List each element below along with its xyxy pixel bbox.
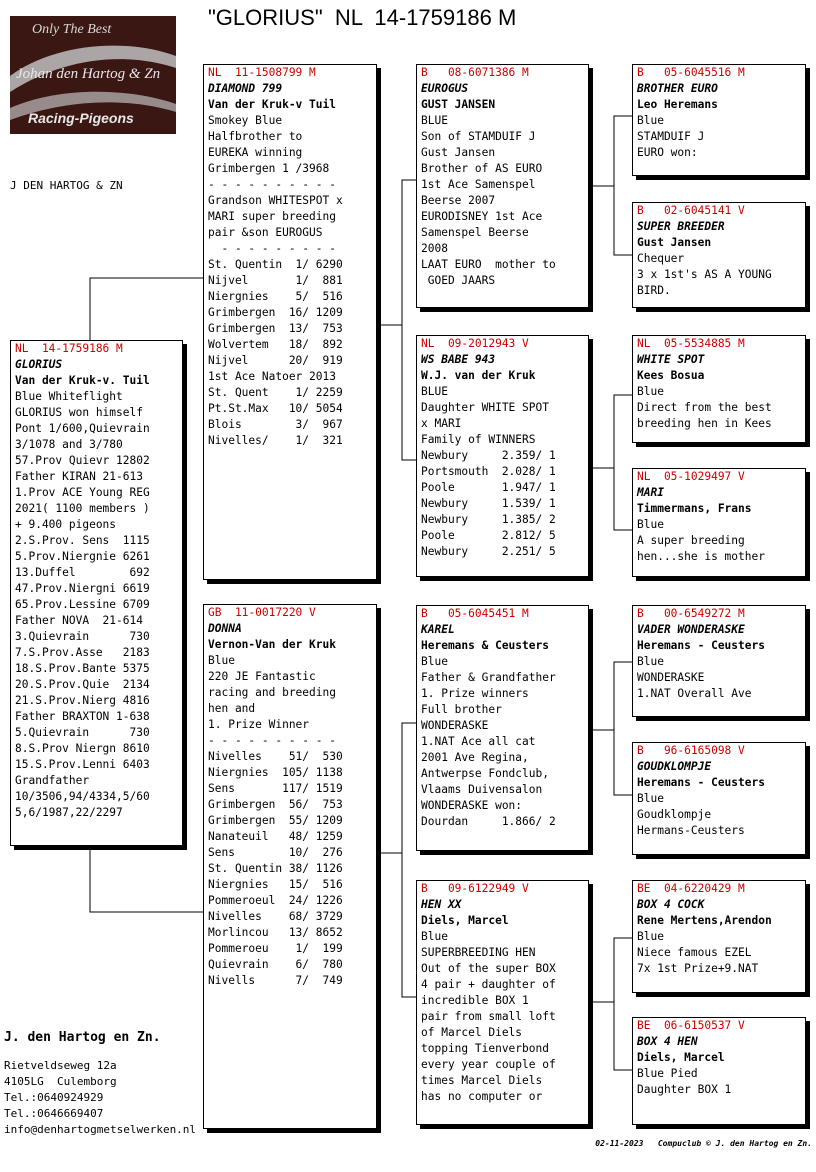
info-line: Pommeroeul 24/ 1226 (208, 894, 343, 907)
info-line: Brother of AS EURO (421, 162, 543, 175)
pigeon-name: DONNA (208, 622, 242, 635)
info-line: Blue (421, 655, 448, 668)
info-line: x MARI (421, 417, 462, 430)
info-line: Blue (637, 114, 664, 127)
info-line: 7.S.Prov.Asse 2183 (15, 646, 150, 659)
info-line: Samenspel Beerse (421, 226, 529, 239)
info-line: 2021( 1100 members ) (15, 502, 150, 515)
info-line: 21.S.Prov.Nierg 4816 (15, 694, 150, 707)
info-line: WONDERASKE won: (421, 799, 523, 812)
breeder-line: Rene Mertens,Arendon (637, 914, 772, 927)
pigeon-card-dam-dam-dam (632, 1017, 806, 1125)
footer-credit: 02-11-2023 Compuclub © J. den Hartog en Zn. (595, 1139, 812, 1148)
pigeon-name: VADER WONDERASKE (637, 623, 745, 636)
pigeon-card-sire-dam-dam (632, 468, 806, 577)
info-line: EURODISNEY 1st Ace (421, 210, 543, 223)
info-line: GLORIUS won himself (15, 406, 143, 419)
info-line: SUPERBREEDING HEN (421, 946, 536, 959)
ring-number: NL 05-5534885 M (637, 337, 745, 350)
breeder-name: J. den Hartog en Zn. (4, 1030, 161, 1045)
ring-number: GB 11-0017220 V (208, 606, 316, 619)
info-line: 1. Prize winners (421, 687, 529, 700)
pigeon-name: BOX 4 HEN (637, 1035, 698, 1048)
info-line: Blue (637, 385, 664, 398)
pigeon-name: HEN XX (421, 898, 462, 911)
ring-number: B 05-6045451 M (421, 607, 529, 620)
page-title: "GLORIUS" NL 14-1759186 M (208, 5, 517, 30)
info-line: + 9.400 pigeons (15, 518, 117, 531)
info-line: Blue (637, 655, 664, 668)
info-line: BLUE (421, 114, 448, 127)
breeder-line: Heremans - Ceusters (637, 776, 765, 789)
ring-number: NL 05-1029497 V (637, 470, 745, 483)
info-line: 1.NAT Overall Ave (637, 687, 752, 700)
info-line: 220 JE Fantastic (208, 670, 316, 683)
info-line: Nivelles/ 1/ 321 (208, 434, 343, 447)
contact-address: Rietveldseweg 12a (4, 1059, 117, 1072)
pigeon-name: BROTHER EURO (637, 82, 718, 95)
info-line: Daughter WHITE SPOT (421, 401, 549, 414)
info-line: hen and (208, 702, 256, 715)
info-line: Father NOVA 21-614 (15, 614, 143, 627)
info-line: 5.Quievrain 730 (15, 726, 150, 739)
breeder-line: Diels, Marcel (421, 914, 509, 927)
info-line: LAAT EURO mother to (421, 258, 556, 271)
info-line: 3.Quievrain 730 (15, 630, 150, 643)
info-line: Newbury 1.385/ 2 (421, 513, 556, 526)
info-line: every year couple of (421, 1058, 556, 1071)
info-line: 3/1078 and 3/780 (15, 438, 123, 451)
info-line: Morlincou 13/ 8652 (208, 926, 343, 939)
pigeon-card-sire-sire-dam (632, 202, 806, 308)
pigeon-card-sire-sire-sire (632, 64, 806, 176)
info-line: - - - - - - - - - - (208, 178, 336, 191)
info-line: Gust Jansen (421, 146, 496, 159)
info-line: Blue (637, 930, 664, 943)
info-line: Out of the super BOX (421, 962, 556, 975)
pigeon-card-dam-sire-sire (632, 605, 806, 717)
ring-number: B 96-6165098 V (637, 744, 745, 757)
info-line: hen...she is mother (637, 550, 765, 563)
pigeon-name: GOUDKLOMPJE (637, 760, 712, 773)
info-line: 2008 (421, 242, 448, 255)
info-line: Poole 2.812/ 5 (421, 529, 556, 542)
pigeon-card-dam-dam (416, 880, 589, 1125)
contact-email: info@denhartogmetselwerken.nl (4, 1123, 197, 1136)
info-line: - - - - - - - - - - (208, 734, 336, 747)
pigeon-card-dam-sire-dam (632, 742, 806, 855)
info-line: Grimbergen 1 /3968 (208, 162, 330, 175)
info-line: times Marcel Diels (421, 1074, 543, 1087)
breeder-line: Heremans - Ceusters (637, 639, 765, 652)
info-line: 18.S.Prov.Bante 5375 (15, 662, 150, 675)
info-line: 1.NAT Ace all cat (421, 735, 536, 748)
info-line: Pommeroeu 1/ 199 (208, 942, 343, 955)
breeder-line: Leo Heremans (637, 98, 718, 111)
info-line: Poole 1.947/ 1 (421, 481, 556, 494)
contact-phone-2: Tel.:0646669407 (4, 1107, 104, 1120)
info-line: Nivelles 68/ 3729 (208, 910, 343, 923)
info-line: 10/3506,94/4334,5/60 (15, 790, 150, 803)
info-line: Grandfather (15, 774, 90, 787)
breeder-line: Timmermans, Frans (637, 502, 752, 515)
info-line: BIRD. (637, 284, 671, 297)
pigeon-name: WS BABE 943 (421, 353, 496, 366)
info-line: 57.Prov Quievr 12802 (15, 454, 150, 467)
pigeon-card-dam (203, 604, 377, 1129)
info-line: Dourdan 1.866/ 2 (421, 815, 556, 828)
logo-name: Johan den Hartog & Zn (16, 66, 161, 82)
pigeon-card-sire-dam (416, 335, 589, 577)
ring-number: B 02-6045141 V (637, 204, 745, 217)
info-line: Nijvel 20/ 919 (208, 354, 343, 367)
info-line: 2001 Ave Regina, (421, 751, 529, 764)
info-line: Blue Pied (637, 1067, 698, 1080)
info-line: Grimbergen 55/ 1209 (208, 814, 343, 827)
breeder-line: GUST JANSEN (421, 98, 496, 111)
info-line: 3 x 1st's AS A YOUNG (637, 268, 772, 281)
info-line: Blue (421, 930, 448, 943)
info-line: 13.Duffel 692 (15, 566, 150, 579)
pigeon-card-dam-dam-sire (632, 880, 806, 993)
info-line: Newbury 2.251/ 5 (421, 545, 556, 558)
info-line: 1st Ace Samenspel (421, 178, 536, 191)
info-line: St. Quentin 38/ 1126 (208, 862, 343, 875)
contact-city: 4105LG Culemborg (4, 1075, 117, 1088)
info-line: BLUE (421, 385, 448, 398)
info-line: 1st Ace Natoer 2013 (208, 370, 336, 383)
info-line: Blue (637, 792, 664, 805)
pigeon-card-subject (10, 340, 183, 846)
info-line: Quievrain 6/ 780 (208, 958, 343, 971)
ring-number: NL 09-2012943 V (421, 337, 529, 350)
info-line: 5.Prov.Niergnie 6261 (15, 550, 150, 563)
info-line: Niergnies 5/ 516 (208, 290, 343, 303)
info-line: St. Quent 1/ 2259 (208, 386, 343, 399)
info-line: Nivelles 51/ 530 (208, 750, 343, 763)
ring-number: BE 04-6220429 M (637, 882, 745, 895)
pigeon-card-sire (203, 64, 377, 580)
info-line: Wolvertem 18/ 892 (208, 338, 343, 351)
info-line: Newbury 1.539/ 1 (421, 497, 556, 510)
info-line: Blue Whiteflight (15, 390, 123, 403)
ring-number: B 09-6122949 V (421, 882, 529, 895)
info-line: 47.Prov.Niergni 6619 (15, 582, 150, 595)
info-line: Full brother (421, 703, 502, 716)
info-line: 65.Prov.Lessine 6709 (15, 598, 150, 611)
pigeon-card-sire-dam-sire (632, 335, 806, 443)
pigeon-name: MARI (637, 486, 664, 499)
info-line: 8.S.Prov Niergn 8610 (15, 742, 150, 755)
breeder-line: Kees Bosua (637, 369, 705, 382)
info-line: Chequer (637, 252, 685, 265)
info-line: Blue (637, 518, 664, 531)
info-line: Father & Grandfather (421, 671, 556, 684)
info-line: 20.S.Prov.Quie 2134 (15, 678, 150, 691)
info-line: Goudklompje (637, 808, 712, 821)
info-line: breeding hen in Kees (637, 417, 772, 430)
info-line: Niece famous EZEL (637, 946, 752, 959)
info-line: Father BRAXTON 1-638 (15, 710, 150, 723)
info-line: Antwerpse Fondclub, (421, 767, 549, 780)
info-line: Beerse 2007 (421, 194, 496, 207)
ring-number: BE 06-6150537 V (637, 1019, 745, 1032)
info-line: Blois 3/ 967 (208, 418, 343, 431)
logo-subtitle: Racing-Pigeons (28, 110, 134, 126)
info-line: incredible BOX 1 (421, 994, 529, 1007)
info-line: 4 pair + daughter of (421, 978, 556, 991)
owner-name: J DEN HARTOG & ZN (10, 179, 123, 192)
logo-tagline: Only The Best (32, 22, 112, 37)
info-line: WONDERASKE (421, 719, 489, 732)
pigeon-name: GLORIUS (15, 358, 63, 371)
info-line: pair &son EUROGUS (208, 226, 323, 239)
ring-number: NL 14-1759186 M (15, 342, 123, 355)
info-line: Son of STAMDUIF J (421, 130, 536, 143)
pigeon-card-sire-sire (416, 64, 589, 308)
info-line: Niergnies 15/ 516 (208, 878, 343, 891)
info-line: Nijvel 1/ 881 (208, 274, 343, 287)
pigeon-name: WHITE SPOT (637, 353, 705, 366)
info-line: Vlaams Duivensalon (421, 783, 543, 796)
info-line: Grandson WHITESPOT x (208, 194, 343, 207)
info-line: Blue (208, 654, 235, 667)
info-line: Sens 10/ 276 (208, 846, 343, 859)
info-line: Daughter BOX 1 (637, 1083, 732, 1096)
breeder-line: Van der Kruk-v Tuil (208, 98, 336, 111)
info-line: Smokey Blue (208, 114, 283, 127)
info-line: GOED JAARS (421, 274, 496, 287)
contact-phone-1: Tel.:0640924929 (4, 1091, 104, 1104)
info-line: 1.Prov ACE Young REG (15, 486, 150, 499)
pigeon-card-dam-sire (416, 605, 589, 851)
info-line: Sens 117/ 1519 (208, 782, 343, 795)
breeder-line: Diels, Marcel (637, 1051, 725, 1064)
info-line: St. Quentin 1/ 6290 (208, 258, 343, 271)
ring-number: NL 11-1508799 M (208, 66, 316, 79)
info-line: topping Tienverbond (421, 1042, 549, 1055)
pigeon-name: EUROGUS (421, 82, 469, 95)
info-line: Portsmouth 2.028/ 1 (421, 465, 556, 478)
info-line: Father KIRAN 21-613 (15, 470, 143, 483)
info-line: 1. Prize Winner (208, 718, 310, 731)
info-line: pair from small loft (421, 1010, 556, 1023)
info-line: 5,6/1987,22/2297 (15, 806, 123, 819)
info-line: 15.S.Prov.Lenni 6403 (15, 758, 150, 771)
info-line: Pt.St.Max 10/ 5054 (208, 402, 343, 415)
info-line: Pont 1/600,Quievrain (15, 422, 150, 435)
pigeon-name: KAREL (421, 623, 455, 636)
info-line: Grimbergen 56/ 753 (208, 798, 343, 811)
info-line: EURO won: (637, 146, 698, 159)
info-line: 7x 1st Prize+9.NAT (637, 962, 759, 975)
info-line: Family of WINNERS (421, 433, 536, 446)
breeder-line: Gust Jansen (637, 236, 712, 249)
ring-number: B 00-6549272 M (637, 607, 745, 620)
info-line: STAMDUIF J (637, 130, 705, 143)
info-line: Grimbergen 16/ 1209 (208, 306, 343, 319)
info-line: Newbury 2.359/ 1 (421, 449, 556, 462)
info-line: Halfbrother to (208, 130, 303, 143)
info-line: racing and breeding (208, 686, 336, 699)
info-line: Grimbergen 13/ 753 (208, 322, 343, 335)
info-line: WONDERASKE (637, 671, 705, 684)
info-line: 2.S.Prov. Sens 1115 (15, 534, 150, 547)
breeder-line: Vernon-Van der Kruk (208, 638, 336, 651)
breeder-line: Van der Kruk-v. Tuil (15, 374, 150, 387)
ring-number: B 05-6045516 M (637, 66, 745, 79)
info-line: of Marcel Diels (421, 1026, 523, 1039)
info-line: Nanateuil 48/ 1259 (208, 830, 343, 843)
info-line: Niergnies 105/ 1138 (208, 766, 343, 779)
contact-block (4, 1058, 196, 1138)
info-line: MARI super breeding (208, 210, 336, 223)
pigeon-name: SUPER BREEDER (637, 220, 725, 233)
info-line: Hermans-Ceusters (637, 824, 745, 837)
info-line: Nivells 7/ 749 (208, 974, 343, 987)
breeder-line: Heremans & Ceusters (421, 639, 549, 652)
ring-number: B 08-6071386 M (421, 66, 529, 79)
pigeon-name: DIAMOND 799 (208, 82, 283, 95)
info-line: Direct from the best (637, 401, 772, 414)
info-line: - - - - - - - - - (208, 242, 336, 255)
breeder-line: W.J. van der Kruk (421, 369, 536, 382)
info-line: A super breeding (637, 534, 745, 547)
pigeon-name: BOX 4 COCK (637, 898, 705, 911)
info-line: has no computer or (421, 1090, 543, 1103)
info-line: EUREKA winning (208, 146, 303, 159)
